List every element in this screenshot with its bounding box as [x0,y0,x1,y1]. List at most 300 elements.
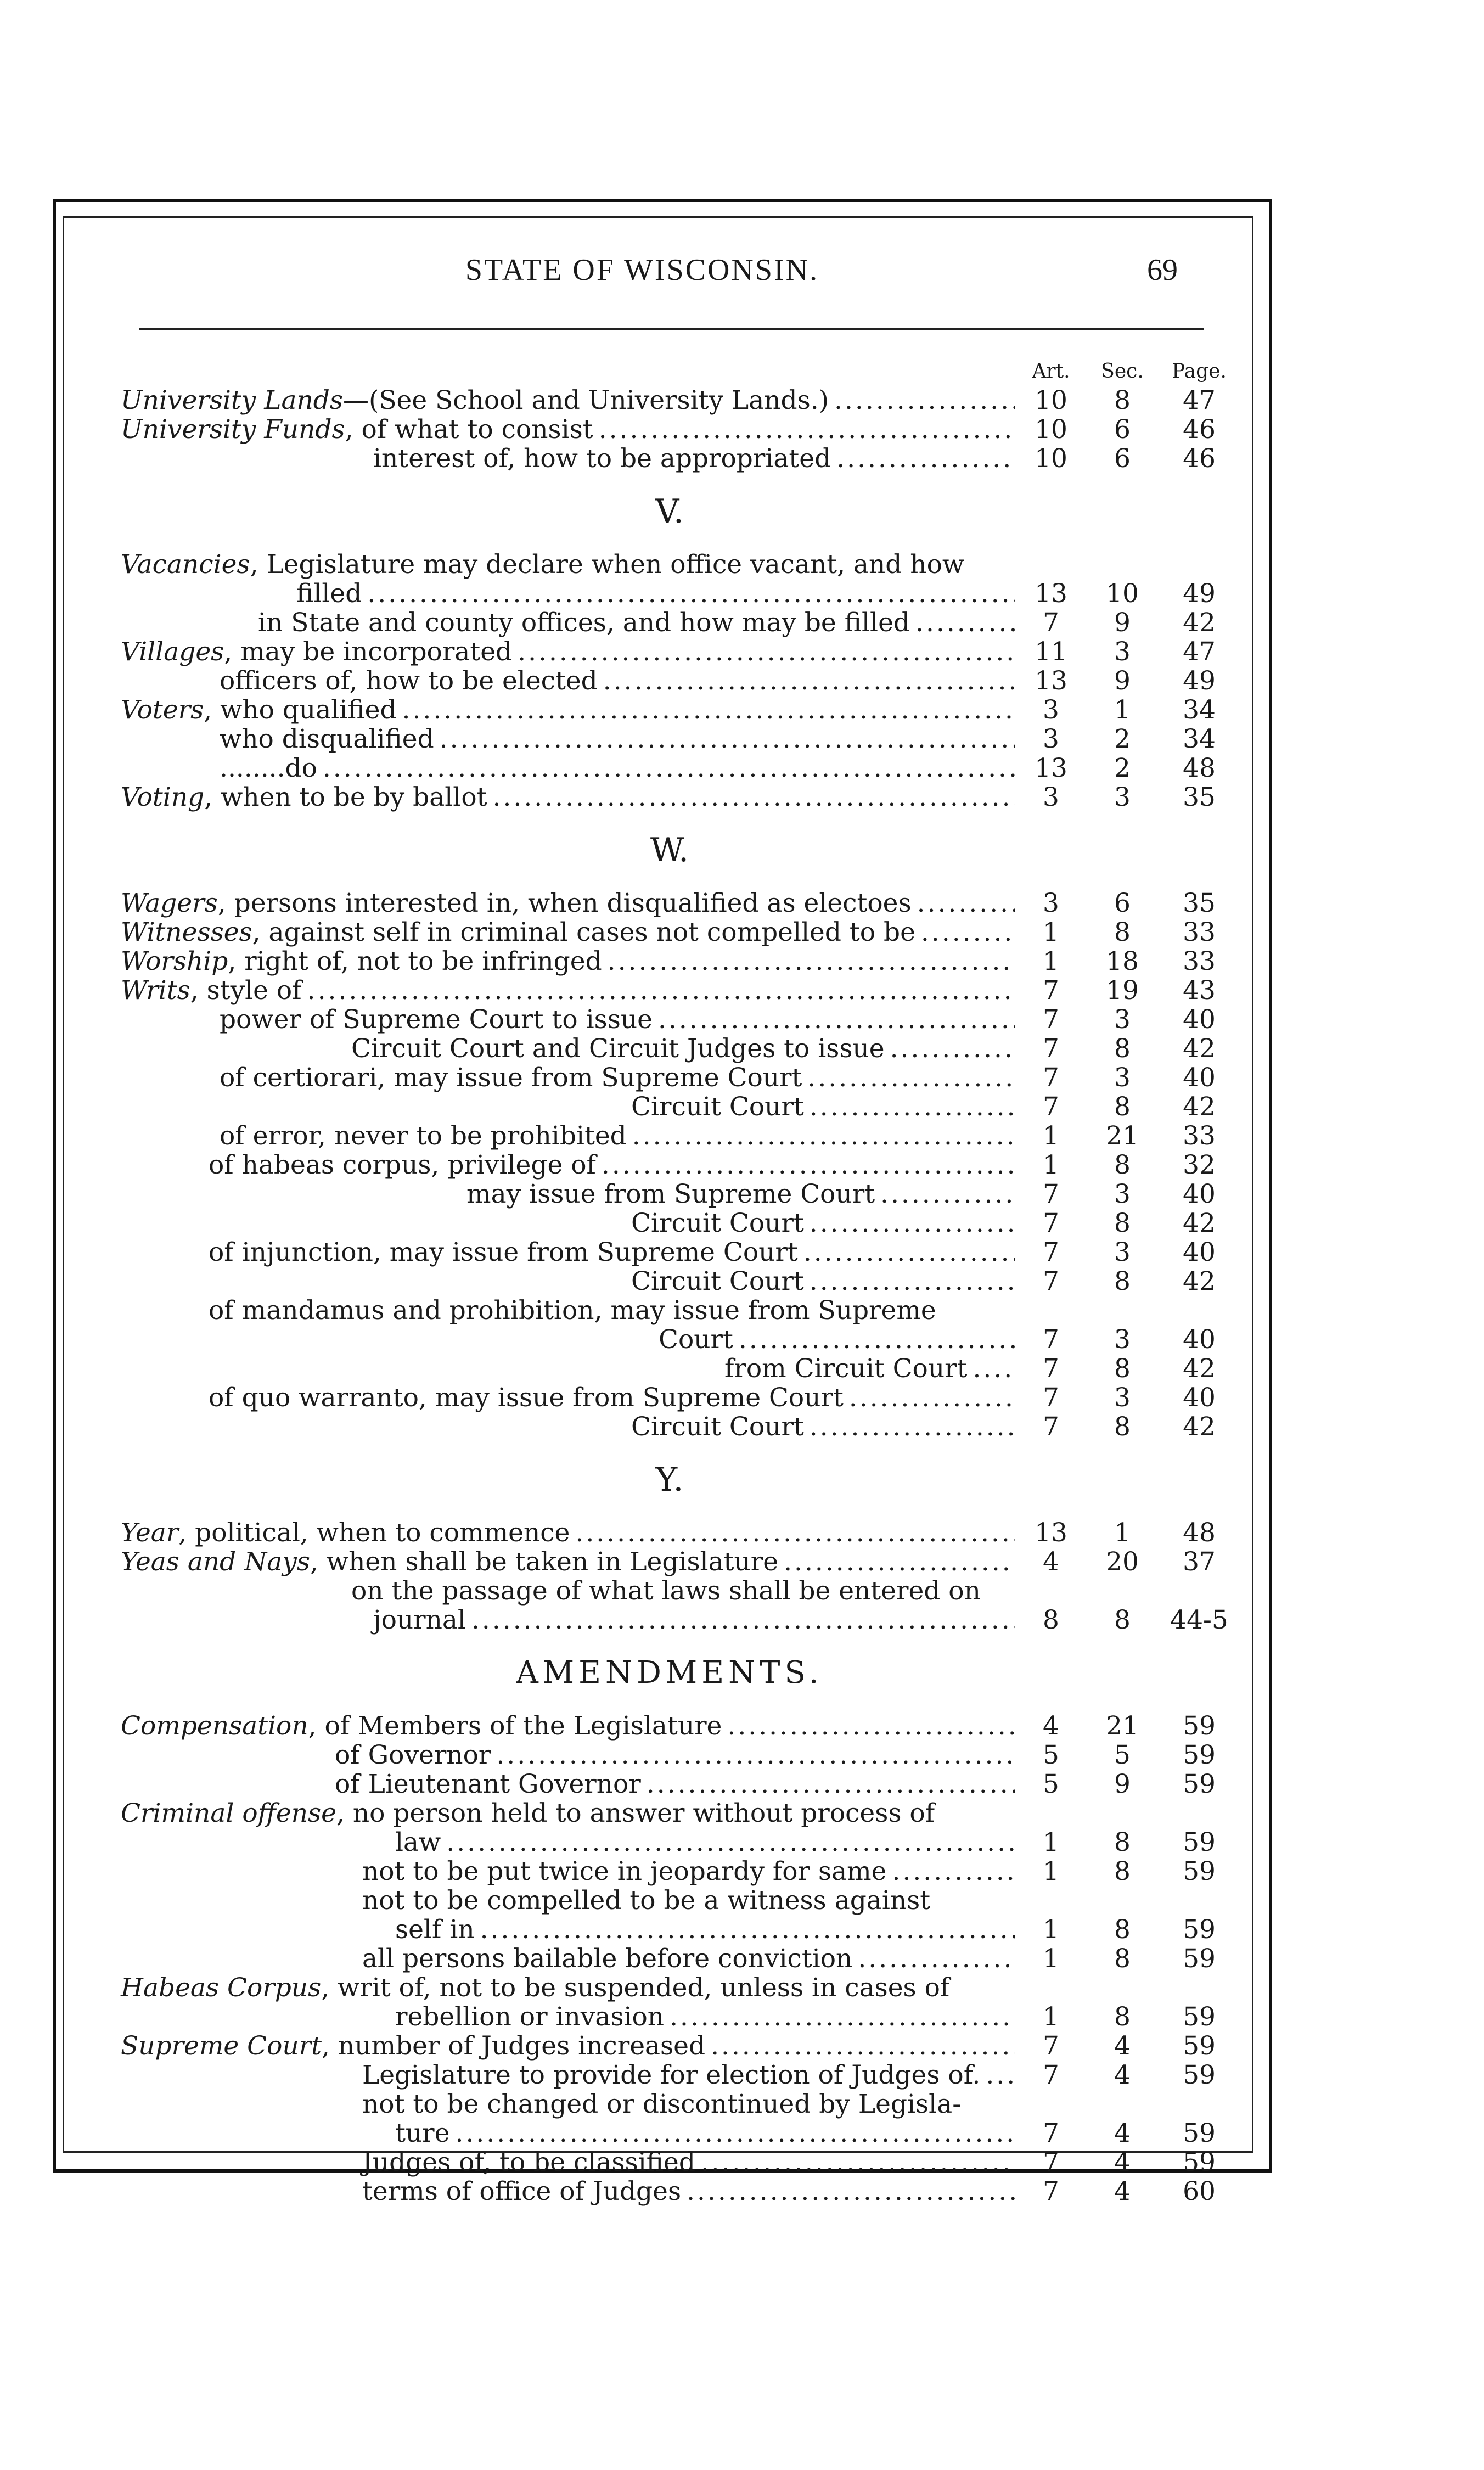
entry-text [258,608,910,637]
section-number: 8 [1114,1034,1131,1064]
section-number: 19 [1106,975,1139,1006]
index-entry [121,1267,1218,1296]
entry-text [121,976,302,1005]
section-number: 3 [1114,1063,1131,1093]
entry-keyword: Witnesses [121,917,252,947]
entry-text [209,1150,596,1180]
section-number: 3 [1114,782,1131,812]
leader-dots [890,1034,1015,1063]
leader-dots [575,1518,1015,1547]
entry-description: , Legislature may declare when office vacant, and how [250,549,965,580]
article-number: 4 [1043,1711,1059,1741]
article-number: 5 [1043,1740,1059,1770]
entry-keyword: Wagers [121,888,218,918]
entry-description: , of Members of the Legislature [308,1711,722,1741]
page-reference: 32 [1183,1150,1216,1180]
entry-keyword: Vacancies [121,549,250,580]
page-reference: 42 [1183,608,1216,638]
leader-dots [739,1325,1015,1354]
entry-keyword: Yeas and Nays [121,1547,310,1577]
entry-description: of Governor [335,1740,491,1770]
leader-dots [711,2031,1015,2061]
index-entry [121,1209,1218,1238]
index-entry [121,1412,1218,1441]
article-number: 13 [1035,1518,1067,1548]
entry-text [121,2031,705,2061]
entry-description: , when to be by ballot [204,782,487,812]
page-reference: 47 [1183,385,1216,416]
section-number: 4 [1114,2176,1131,2207]
section-number: 8 [1114,1266,1131,1296]
entry-description: , number of Judges increased [322,2031,706,2061]
entry-text [335,1770,641,1799]
page-reference: 59 [1183,1827,1216,1857]
entry-keyword: Supreme Court [121,2031,322,2061]
entry-text [362,1857,886,1886]
page-reference: 47 [1183,637,1216,667]
page-reference: 33 [1183,1121,1216,1151]
section-number: 8 [1114,1605,1131,1635]
page-reference: 49 [1183,579,1216,609]
section-number: 3 [1114,637,1131,667]
entry-text [220,666,598,695]
leader-dots [603,666,1015,695]
page-reference: 60 [1183,2176,1216,2207]
leader-dots [480,1915,1015,1944]
entry-text [220,1121,627,1150]
index-entry [121,1034,1218,1063]
section-number: 1 [1114,1518,1131,1548]
article-number: 7 [1043,2176,1059,2207]
leader-dots [834,386,1015,415]
index-entry [121,1915,1218,1944]
entry-text [659,1325,733,1354]
index-entry [121,2002,1218,2031]
page-number: 69 [1147,253,1178,287]
entry-description: not to be put twice in jeopardy for same [362,1856,887,1887]
article-number: 1 [1043,1915,1059,1945]
page-reference: 49 [1183,666,1216,696]
section-number: 18 [1106,946,1139,976]
index-entry [121,1741,1218,1770]
entry-description: of mandamus and prohibition, may issue from Supreme [209,1295,936,1326]
section-number: 20 [1106,1547,1139,1577]
entry-text [395,1915,475,1944]
leader-dots [810,1412,1015,1441]
article-number: 1 [1043,1121,1059,1151]
page-reference: 48 [1183,1518,1216,1548]
entry-text [121,918,915,947]
entry-text [631,1209,804,1238]
entry-description: , when shall be taken in Legislature [310,1547,779,1577]
leader-dots [973,1354,1015,1383]
section-number: 4 [1114,2118,1131,2148]
page-reference: 48 [1183,753,1216,783]
section-number: 21 [1106,1121,1139,1151]
entry-description: may issue from Supreme Court [466,1179,875,1209]
entry-text [351,1034,885,1063]
running-head-title: STATE OF WISCONSIN. [465,253,819,287]
page-reference: 59 [1183,1944,1216,1974]
entry-text [121,1973,949,2002]
page-reference: 46 [1183,414,1216,445]
leader-dots [323,754,1015,783]
article-number: 1 [1043,1150,1059,1180]
leader-dots [807,1063,1015,1092]
entry-description: Circuit Court [631,1092,804,1122]
entry-text [362,2061,980,2090]
entry-description: all persons bailable before conviction [362,1944,853,1974]
leader-dots [858,1944,1015,1973]
index-entry [121,889,1218,918]
entry-description: in State and county offices, and how may be filled [258,608,910,638]
leader-dots [307,976,1015,1005]
leader-dots [632,1121,1015,1150]
section-number: 8 [1114,917,1131,947]
leader-dots [849,1383,1015,1412]
entry-text [121,1799,935,1828]
page-reference: 34 [1183,724,1216,754]
section-letter: Y. [655,1461,684,1499]
section-letter: V. [655,492,684,531]
article-number: 3 [1043,782,1059,812]
index-entry [121,976,1218,1005]
index-entry [121,666,1218,695]
index-entry [121,1238,1218,1267]
leader-dots [917,889,1015,918]
article-number: 7 [1043,1266,1059,1296]
section-number: 2 [1114,753,1131,783]
header-rule [139,328,1204,330]
page-reference: 40 [1183,1383,1216,1413]
index-entry [121,1180,1218,1209]
index-entry [121,2119,1218,2148]
entry-text [220,725,434,754]
leader-dots [493,783,1015,812]
entry-description: Circuit Court [631,1266,804,1296]
amendments-heading: AMENDMENTS. [516,1655,823,1691]
section-letter: W. [650,831,689,869]
entry-text [724,1354,967,1383]
entry-keyword: University Lands [121,385,343,416]
article-number: 7 [1043,1208,1059,1238]
article-number: 7 [1043,2118,1059,2148]
page-reference: 59 [1183,2060,1216,2090]
entry-text [209,1296,936,1325]
section-number: 1 [1114,695,1131,725]
entry-text [296,579,362,608]
index-entry [121,2148,1218,2177]
page-reference: 59 [1183,1856,1216,1887]
article-number: 7 [1043,1034,1059,1064]
leader-dots [670,2002,1015,2031]
index-entry [121,2061,1218,2090]
article-number: 1 [1043,2002,1059,2032]
entry-description: Court [659,1324,733,1355]
entry-description: of Lieutenant Governor [335,1769,641,1799]
column-header-art: Art. [1032,360,1070,383]
entry-description: terms of office of Judges [362,2176,682,2207]
entry-keyword: Habeas Corpus [121,1973,322,2003]
index-entry [121,579,1218,608]
index-entry [121,637,1218,666]
entry-description: , against self in criminal cases not compelled to be [252,917,915,947]
article-number: 11 [1035,637,1067,667]
leader-dots [608,947,1015,976]
entry-description: , may be incorporated [224,637,513,667]
entry-description: journal [373,1605,466,1635]
page-reference: 42 [1183,1412,1216,1442]
column-headers [121,357,1227,386]
entry-text [220,1063,802,1092]
index-entry [121,2031,1218,2061]
entry-description: power of Supreme Court to issue [220,1004,653,1035]
entry-keyword: Villages [121,637,224,667]
entry-keyword: Worship [121,946,228,976]
entry-text [209,1238,798,1267]
article-number: 7 [1043,1004,1059,1035]
index-entry [121,1770,1218,1799]
entry-text [121,550,964,579]
entry-text [121,1711,722,1741]
page-reference: 34 [1183,695,1216,725]
index-entry [121,1150,1218,1180]
section-number: 4 [1114,2031,1131,2061]
entry-text [362,1886,930,1915]
entry-description: Judges of, to be classified [362,2147,695,2177]
entry-text [121,947,602,976]
index-entry [121,1605,1228,1635]
leader-dots [915,608,1015,637]
article-number: 7 [1043,2031,1059,2061]
entry-keyword: Year [121,1518,179,1548]
page-reference: 59 [1183,1915,1216,1945]
page-reference: 42 [1183,1092,1216,1122]
entry-text [121,637,512,666]
page-reference: 37 [1183,1547,1216,1577]
leader-dots [701,2148,1015,2177]
index-entry [121,2090,1218,2119]
index-entry [121,1092,1218,1121]
entry-description: of injunction, may issue from Supreme Court [209,1237,798,1267]
entry-text [209,1383,844,1412]
page-reference: 40 [1183,1063,1216,1093]
entry-text [362,2090,961,2119]
article-number: 13 [1035,579,1067,609]
entry-description: Circuit Court [631,1208,804,1238]
entry-text [362,2177,681,2206]
leader-dots [518,637,1015,666]
page-reference: 44-5 [1170,1605,1228,1635]
entry-description: Legislature to provide for election of Judges of. [362,2060,981,2090]
page-reference: 46 [1183,444,1216,474]
entry-description: who disqualified [220,724,434,754]
page-reference: 42 [1183,1034,1216,1064]
entry-keyword: University Funds [121,414,345,445]
page-reference: 35 [1183,782,1216,812]
index-entry [121,1828,1218,1857]
entry-description: filled [296,579,362,609]
article-number: 10 [1035,414,1067,445]
page-reference: 40 [1183,1179,1216,1209]
entry-text [351,1576,981,1606]
leader-dots [784,1547,1015,1576]
section-number: 3 [1114,1179,1131,1209]
entry-description: , no person held to answer without process of [336,1798,935,1828]
article-number: 10 [1035,385,1067,416]
section-number: 6 [1114,414,1131,445]
page-reference: 35 [1183,888,1216,918]
page-reference: 59 [1183,1769,1216,1799]
entry-keyword: Voting [121,782,205,812]
section-number: 8 [1114,1208,1131,1238]
article-number: 7 [1043,1237,1059,1267]
entry-text [121,1518,570,1547]
entry-text [121,386,829,415]
section-number: 3 [1114,1237,1131,1267]
entry-text [395,2119,449,2148]
entry-description: Circuit Court and Circuit Judges to issue [351,1034,885,1064]
entry-text [373,1606,466,1635]
page-reference: 33 [1183,917,1216,947]
section-number: 3 [1114,1324,1131,1355]
page-reference: 40 [1183,1324,1216,1355]
entry-description: , writ of, not to be suspended, unless in cases of [321,1973,950,2003]
index-entry [121,695,1218,725]
page-reference: 59 [1183,2147,1216,2177]
entry-description: , of what to consist [345,414,593,445]
entry-description: not to be changed or discontinued by Legisla- [362,2089,962,2119]
article-number: 1 [1043,946,1059,976]
section-number: 8 [1114,1944,1131,1974]
leader-dots [880,1180,1015,1209]
leader-dots [836,444,1015,473]
entry-description: from Circuit Court [724,1354,968,1384]
leader-dots [687,2177,1015,2206]
entry-keyword: Compensation [121,1711,308,1741]
section-number: 3 [1114,1383,1131,1413]
entry-text [121,1547,778,1576]
entry-description: , persons interested in, when disqualified as electoes [217,888,912,918]
index-entry [121,1325,1218,1354]
section-number: 8 [1114,1354,1131,1384]
index-entry [121,1944,1218,1973]
index-entry [121,1799,1218,1828]
section-number: 3 [1114,1004,1131,1035]
index-entry [121,783,1218,812]
index-entry [121,444,1218,473]
index-entry [121,918,1218,947]
entry-text [395,2002,664,2031]
index-body [121,357,1228,2207]
article-number: 7 [1043,1383,1059,1413]
entry-description: —(See School and University Lands.) [343,385,829,416]
article-number: 13 [1035,666,1067,696]
entry-text [631,1092,804,1121]
section-number: 9 [1114,608,1131,638]
leader-dots [986,2061,1015,2090]
section-number: 8 [1114,1827,1131,1857]
article-number: 3 [1043,695,1059,725]
entry-description: of quo warranto, may issue from Supreme Court [209,1383,844,1413]
article-number: 7 [1043,608,1059,638]
article-number: 7 [1043,1092,1059,1122]
entry-description: of certiorari, may issue from Supreme Court [220,1063,802,1093]
section-number: 9 [1114,1769,1131,1799]
leader-dots [496,1741,1015,1770]
index-entry [121,2177,1218,2206]
column-header-sec: Sec. [1101,360,1144,383]
section-number: 8 [1114,1092,1131,1122]
leader-dots [455,2119,1015,2148]
index-entry [121,1383,1218,1412]
entry-text [335,1741,491,1770]
section-number: 6 [1114,888,1131,918]
leader-dots [810,1092,1015,1121]
article-number: 7 [1043,2060,1059,2090]
leader-dots [810,1267,1015,1296]
entry-text [466,1180,875,1209]
entry-description: self in [395,1915,475,1945]
entry-description: rebellion or invasion [395,2002,665,2032]
article-number: 3 [1043,724,1059,754]
index-entry [121,1973,1218,2002]
article-number: 7 [1043,1063,1059,1093]
index-entry [121,1121,1218,1150]
index-entry [121,1354,1218,1383]
leader-dots [446,1828,1015,1857]
column-header-page: Page. [1172,360,1227,383]
section-number: 9 [1114,666,1131,696]
entry-description: Circuit Court [631,1412,804,1442]
leader-dots [803,1238,1015,1267]
section-number: 8 [1114,1412,1131,1442]
section-number: 5 [1114,1740,1131,1770]
article-number: 7 [1043,1354,1059,1384]
entry-description: , right of, not to be infringed [228,946,602,976]
leader-dots [810,1209,1015,1238]
index-entry [121,386,1218,415]
page-reference: 59 [1183,2118,1216,2148]
article-number: 7 [1043,2147,1059,2177]
entry-text [631,1412,804,1441]
article-number: 10 [1035,444,1067,474]
section-number: 8 [1114,1856,1131,1887]
page-reference: 59 [1183,2031,1216,2061]
section-number: 2 [1114,724,1131,754]
index-entry [121,1518,1218,1547]
entry-description: ture [395,2118,450,2148]
page-reference: 43 [1183,975,1216,1006]
entry-text [395,1828,441,1857]
article-number: 13 [1035,753,1067,783]
index-entry [121,1547,1218,1576]
entry-description: officers of, how to be elected [220,666,598,696]
section-number: 8 [1114,385,1131,416]
section-number: 4 [1114,2147,1131,2177]
leader-dots [892,1857,1015,1886]
index-entry [121,947,1218,976]
page-reference: 42 [1183,1354,1216,1384]
index-entry [121,550,1218,579]
index-entry [121,754,1218,783]
page-reference: 42 [1183,1266,1216,1296]
section-number: 8 [1114,1150,1131,1180]
entry-text [121,415,593,444]
article-number: 7 [1043,975,1059,1006]
article-number: 7 [1043,1412,1059,1442]
section-number: 6 [1114,444,1131,474]
